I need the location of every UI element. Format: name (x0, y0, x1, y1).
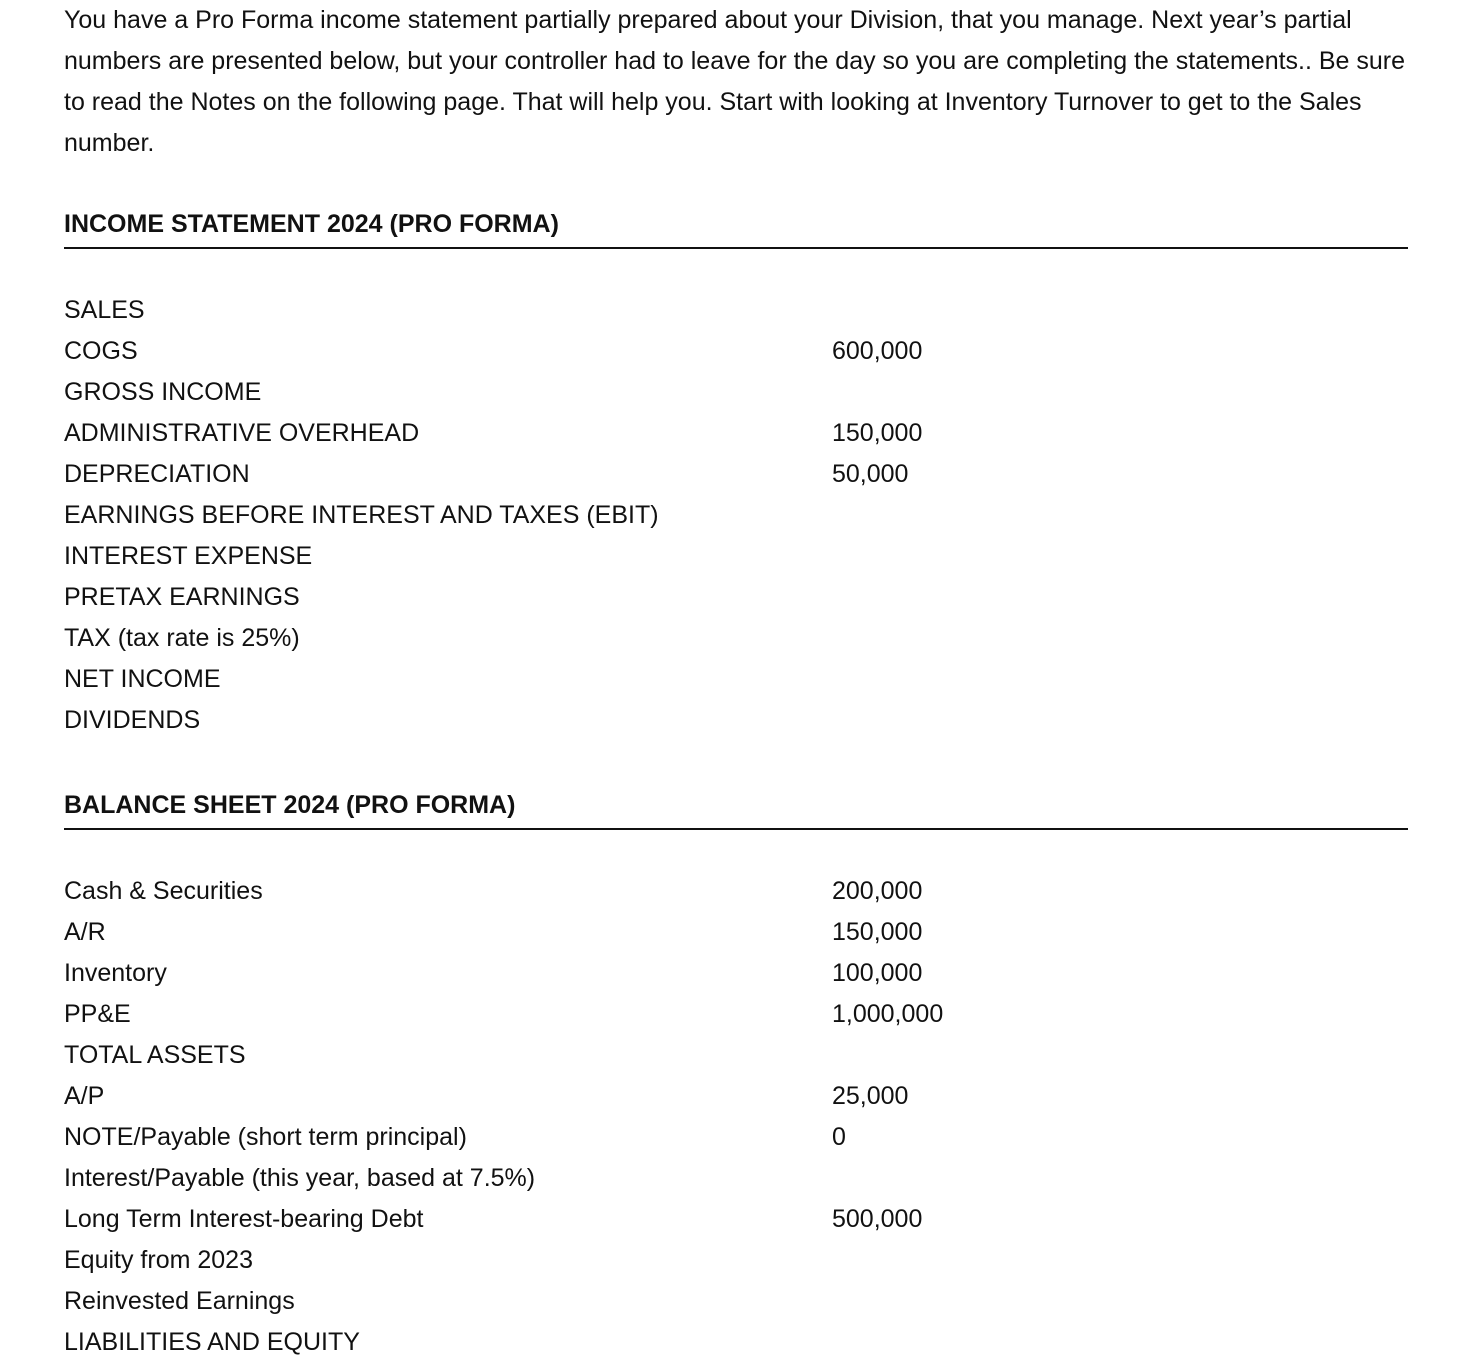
income-row-dividends (64, 700, 1408, 741)
income-statement-table (64, 290, 1408, 741)
row-value: 100,000 (832, 959, 923, 987)
income-row-net-income (64, 659, 1408, 700)
income-row-sales (64, 290, 1408, 331)
row-label: Long Term Interest-bearing Debt (64, 1205, 424, 1233)
income-row-depreciation (64, 454, 1408, 495)
income-row-tax (64, 618, 1408, 659)
row-value: 150,000 (832, 918, 923, 946)
balance-row-interest-payable (64, 1158, 1408, 1199)
row-label: Reinvested Earnings (64, 1287, 295, 1315)
row-value: 150,000 (832, 419, 923, 447)
row-label: Equity from 2023 (64, 1246, 253, 1274)
balance-sheet-divider (64, 828, 1408, 830)
row-value: 600,000 (832, 337, 923, 365)
balance-row-total-assets (64, 1035, 1408, 1076)
income-row-gross-income (64, 372, 1408, 413)
row-label: NET INCOME (64, 665, 221, 693)
income-statement-divider (64, 247, 1408, 249)
row-label: Cash & Securities (64, 877, 263, 905)
row-label: TAX (tax rate is 25%) (64, 624, 300, 652)
row-label: DIVIDENDS (64, 706, 201, 734)
income-row-admin-overhead (64, 413, 1408, 454)
income-row-pretax-earnings (64, 577, 1408, 618)
row-label: A/P (64, 1082, 105, 1110)
balance-sheet-table (64, 871, 1408, 1363)
balance-row-accounts-payable (64, 1076, 1408, 1117)
balance-row-accounts-receivable (64, 912, 1408, 953)
balance-row-liabilities-equity (64, 1322, 1408, 1363)
row-label: COGS (64, 337, 138, 365)
row-label: Inventory (64, 959, 167, 987)
row-value: 0 (832, 1123, 846, 1151)
balance-row-inventory (64, 953, 1408, 994)
row-label: PP&E (64, 1000, 131, 1028)
row-value: 50,000 (832, 460, 909, 488)
row-label: A/R (64, 918, 106, 946)
row-label: NOTE/Payable (short term principal) (64, 1123, 467, 1151)
row-value: 25,000 (832, 1082, 909, 1110)
row-label: PRETAX EARNINGS (64, 583, 300, 611)
income-row-interest-expense (64, 536, 1408, 577)
row-value: 1,000,000 (832, 1000, 944, 1028)
row-label: GROSS INCOME (64, 378, 262, 406)
row-label: LIABILITIES AND EQUITY (64, 1328, 360, 1356)
row-value: 200,000 (832, 877, 923, 905)
row-label: SALES (64, 296, 145, 324)
balance-row-cash-securities (64, 871, 1408, 912)
row-label: EARNINGS BEFORE INTEREST AND TAXES (EBIT) (64, 501, 659, 529)
income-statement-title: INCOME STATEMENT 2024 (PRO FORMA) (64, 210, 559, 238)
balance-sheet-title: BALANCE SHEET 2024 (PRO FORMA) (64, 791, 516, 819)
row-value: 500,000 (832, 1205, 923, 1233)
balance-row-reinvested-earnings (64, 1281, 1408, 1322)
row-label: TOTAL ASSETS (64, 1041, 246, 1069)
balance-row-equity-2023 (64, 1240, 1408, 1281)
balance-row-long-term-debt (64, 1199, 1408, 1240)
row-label: ADMINISTRATIVE OVERHEAD (64, 419, 420, 447)
row-label: INTEREST EXPENSE (64, 542, 313, 570)
row-label: Interest/Payable (this year, based at 7.5%) (64, 1164, 536, 1192)
row-label: DEPRECIATION (64, 460, 250, 488)
income-row-ebit (64, 495, 1408, 536)
balance-row-ppe (64, 994, 1408, 1035)
income-row-cogs (64, 331, 1408, 372)
instructions-paragraph: You have a Pro Forma income statement partially prepared about your Division, that you manage. Next year’s partial numbers are presented below, but your controller had to leave for the day so you are completing the statements.. Be sure to read the Notes on the following page. That will help you. Start with looking at Inventory Turnover to get to the Sales number. (64, 6, 1406, 157)
balance-row-note-payable (64, 1117, 1408, 1158)
